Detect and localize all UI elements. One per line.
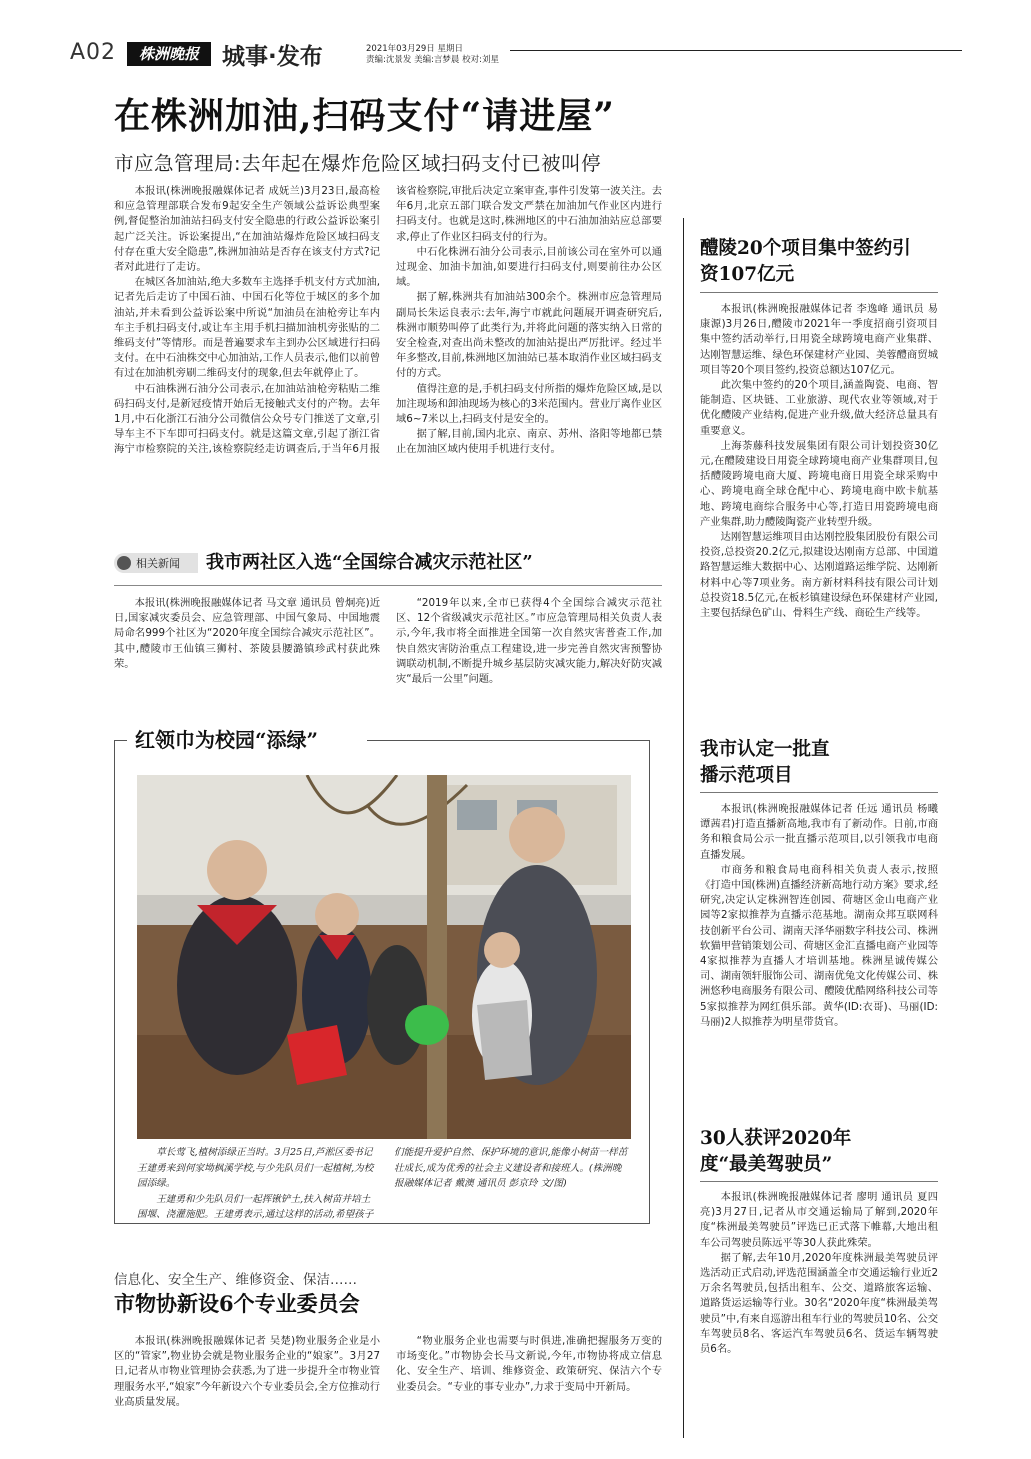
lead-paragraph: 本报讯(株洲晚报融媒体记者 成妩兰)3月23日,最高检和应急管理部联合发布9起安全生产领域公益诉讼典型案例,督促整治加油站扫码支付安全隐患的行政公益诉讼案引起广泛关注。诉讼案提出,“在加油站爆炸危险区域扫码支付存在重大安全隐患”,株洲加油站是否存在该支付方式?记者对此进行了走访。 <box>114 185 380 274</box>
sidebar-paragraph: 本报讯(株洲晚报融媒体记者 廖明 通讯员 夏四亮)3月27日,记者从市交通运输局了解到,2020年度“株洲最美驾驶员”评选已正式落下帷幕,大地出租车公司驾驶员陈远平等30人获此殊荣。 <box>700 1191 938 1249</box>
column-divider <box>683 218 684 1438</box>
related-news-tag <box>114 553 198 573</box>
lead-paragraph: 中石油株洲石油分公司表示,在加油站油枪旁粘贴二维码扫码支付,是新冠疫情开始后无接触式支付的产物。去年1月,中石化浙江石油分公司微信公众号专门推送了文章,引导车主不下车即可扫码支付。就是这篇文章,引起了浙江省海宁市检察院的关注,该检察院经走访调查后,于当年6月报该省检察院,审批后决定立案审查,事件引发第一波关注。去年6月,北京五部门联合发文严禁在加油加气作业区内进行扫码支付。也就是这时,株洲地区的中石油加油站应总部要求,停止了作业区扫码支付的行为。 <box>114 185 662 456</box>
tree-planting-photo <box>137 775 631 1139</box>
related-headline: 我市两社区入选“全国综合减灾示范社区” <box>206 552 533 573</box>
sidebar-paragraph: 达刚智慧运维项目由达刚控股集团股份有限公司投资,总投资20.2亿元,拟建设达刚南方总部、中国道路智慧运维大数据中心、达刚道路运维学院、达刚新材料中心等7项业务。南方新材料科技有限公司计划总投资18.5亿元,在板杉镇建设绿色环保建材产业园,主要包括绿色矿山、骨料生产线、商砼生产线等。 <box>700 531 938 620</box>
sidebar-story2-rule <box>700 792 938 793</box>
photo-illustration <box>137 775 631 1139</box>
property-paragraph: 本报讯(株洲晚报融媒体记者 吴楚)物业服务企业是小区的“管家”,物业协会就是物业服务企业的“娘家”。3月27日,记者从市物业管理协会获悉,为了进一步提升全市物业管理服务水平,“娘家”今年新设六个专业委员会,全方位推动行业高质量发展。 <box>114 1335 380 1408</box>
lead-paragraph: 据了解,株洲共有加油站300余个。株洲市应急管理局副局长朱运良表示:去年,海宁市就此问题展开调查研究后,株洲市顺势叫停了此类行为,并将此问题的落实纳入日常的安全检查,对查出尚未整改的加油站提出严厉批评。经过半年多整改,目前,株洲地区加油站已基本取消作业区域扫码支付的方式。 <box>396 291 662 380</box>
related-rule <box>114 585 662 586</box>
photo-title: 红领巾为校园“添绿” <box>135 728 319 752</box>
related-tag-icon <box>117 556 131 570</box>
page-number: A02 <box>70 40 117 65</box>
sidebar-story1-body <box>700 302 938 707</box>
related-body <box>114 596 662 692</box>
sidebar-story3-headline: 30人获评2020年度“最美驾驶员” <box>700 1128 852 1175</box>
lead-body <box>114 184 662 529</box>
lead-paragraph: 据了解,目前,国内北京、南京、苏州、洛阳等地都已禁止在加油区域内使用手机进行支付。 <box>396 428 662 456</box>
property-body <box>114 1334 662 1444</box>
sidebar-paragraph: 此次集中签约的20个项目,涵盖陶瓷、电商、智能制造、区块链、工业旅游、现代农业等领域,对于优化醴陵产业结构,促进产业升级,做大经济总量具有重要意义。 <box>700 379 938 437</box>
sidebar-story1-headline: 醴陵20个项目集中签约引资107亿元 <box>700 238 911 285</box>
lead-subheadline: 市应急管理局:去年起在爆炸危险区域扫码支付已被叫停 <box>114 152 602 175</box>
date-line: 2021年03月29日 星期日 <box>366 44 463 54</box>
lead-paragraph: 在城区各加油站,绝大多数车主选择手机支付方式加油,记者先后走访了中国石油、中国石化等位于城区的多个加油站,并未看到公益诉讼案中所说“加油员在油枪旁让车内车主手机扫码支付,或让车主用手机扫描加油机旁张贴的二维码支付”等情形。而是普遍要求车主到办公区域进行扫码支付。在中石油株交中心加油站,工作人员表示,他们以前曾有过在加油机旁刷二维码支付的现象,但去年就停止了。 <box>114 276 380 380</box>
related-paragraph: 本报讯(株洲晚报融媒体记者 马文章 通讯员 曾炯亮)近日,国家减灾委员会、应急管理部、中国气象局、中国地震局命名999个社区为“2020年度全国综合减灾示范社区”。其中,醴陵市王仙镇三狮村、茶陵县腰潞镇珍武村获此殊荣。 <box>114 597 380 670</box>
related-tag-label: 相关新闻 <box>136 557 180 570</box>
property-headline: 市物协新设6个专业委员会 <box>114 1291 360 1316</box>
photo-box <box>114 728 650 1224</box>
sidebar-paragraph: 上海荼藤科技发展集团有限公司计划投资30亿元,在醴陵建设日用瓷全球跨境电商产业集群项目,包括醴陵跨境电商大厦、跨境电商日用瓷全球采购中心、跨境电商全球仓配中心、跨境电商中欧卡航基地、跨境电商综合服务中心等,打造日用瓷跨境电商产业集群,助力醴陵陶瓷产业转型升级。 <box>700 439 938 528</box>
lead-paragraph: 中石化株洲石油分公司表示,目前该公司在室外可以通过现金、加油卡加油,如要进行扫码支付,则要前往办公区域。 <box>396 245 662 289</box>
sidebar-paragraph: 市商务和粮食局电商科相关负责人表示,按照《打造中国(株洲)直播经济新高地行动方案》要求,经研究,决定认定株洲智连创园、荷塘区金山电商产业园等2家拟推荐为直播示范基地。湖南众邦互联网科技创新平台公司、湖南天泽华丽数字科技公司、株洲软猫甲营销策划公司、荷塘区金汇直播电商产业园等4家拟推荐为直播人才培训基地。株洲星诚传媒公司、湖南领轩服饰公司、湖南优兔文化传媒公司、株洲悠秒电商服务有限公司、醴陵优酷网络科技公司等5家拟推荐为网红俱乐部。黄华(ID:衣哥)、马丽(ID:马丽)2人拟推荐为明星带货官。 <box>700 863 938 1028</box>
lead-paragraph: 值得注意的是,手机扫码支付所指的爆炸危险区域,是以加注现场和卸油现场为核心的3米范围内。营业厅离作业区域6~7米以上,扫码支付是安全的。 <box>396 382 662 426</box>
sidebar-story1-rule <box>700 292 938 293</box>
lead-headline: 在株洲加油,扫码支付“请进屋” <box>114 95 615 137</box>
staff-line: 责编:沈景发 美编:言梦晨 校对:刘星 <box>366 55 499 65</box>
property-paragraph: “物业服务企业也需要与时俱进,准确把握服务万变的市场变化。”市物协会长马文新说,今年,市物协将成立信息化、安全生产、培训、维修资金、政策研究、保洁六个专业委员会。“专业的事专业办”,力求于变局中开新局。 <box>396 1335 662 1393</box>
photo-caption <box>137 1145 631 1223</box>
related-paragraph: “2019年以来,全市已获得4个全国综合减灾示范社区、12个省级减灾示范社区。”市应急管理局相关负责人表示,今年,我市将全面推进全国第一次自然灾害普查工作,加快自然灾害防治重点工程建设,进一步完善自然灾害预警协调联动机制,不断提升城乡基层防灾减灾能力,解决好防灾减灾“最后一公里”问题。 <box>396 597 662 686</box>
sidebar-paragraph: 本报讯(株洲晚报融媒体记者 李逸峰 通讯员 易康源)3月26日,醴陵市2021年一季度招商引资项目集中签约活动举行,日用瓷全球跨境电商产业集群、达刚智慧运维、绿色环保建材产业园、美蓉醴商贸城项目等20个项目签约,投资总额达107亿元。 <box>700 303 938 376</box>
caption-paragraph: 王建勇和少先队员们一起挥锹铲土,扶入树苗并培土围堰、浇灌施肥。王建勇表示,通过这样的活动,希望孩子们能提升爱护自然、保护环境的意识,能像小树苗一样茁壮成长,成为优秀的社会主义建设者和接班人。(株洲晚报融媒体记者 戴澳 通讯员 彭京玲 文/图) <box>137 1147 628 1220</box>
sidebar-story3-rule <box>700 1181 938 1182</box>
property-kicker: 信息化、安全生产、维修资金、保洁…… <box>114 1272 357 1288</box>
section-name: 城事·发布 <box>222 44 323 70</box>
sidebar-paragraph: 据了解,去年10月,2020年度株洲最美驾驶员评选活动正式启动,评选范围涵盖全市交通运输行业近2万余名驾驶员,包括出租车、公交、道路旅客运输、道路货运运输等行业。30名“2020年度“株洲最美驾驶员”中,有来自巡游出租车行业的驾驶员10名、公交车驾驶员8名、客运汽车驾驶员6名、货运车辆驾驶员6名。 <box>700 1251 938 1356</box>
caption-paragraph: 草长莺飞,植树添绿正当时。3月25日,芦淞区委书记王建勇来到何家坳枫溪学校,与少先队员们一起植树,为校园添绿。 <box>137 1147 374 1189</box>
sidebar-story2-headline: 我市认定一批直播示范项目 <box>700 739 830 786</box>
masthead <box>0 0 1031 80</box>
paper-name-logo: 株洲晚报 <box>127 42 211 66</box>
sidebar-story2-body <box>700 802 938 1092</box>
sidebar-paragraph: 本报讯(株洲晚报融媒体记者 任远 通讯员 杨曦 谭茜君)打造直播新高地,我市有了新动作。日前,市商务和粮食局公示一批直播示范项目,以引领我市电商直播发展。 <box>700 803 938 861</box>
sidebar-story3-body <box>700 1190 938 1418</box>
masthead-rule <box>510 50 962 51</box>
